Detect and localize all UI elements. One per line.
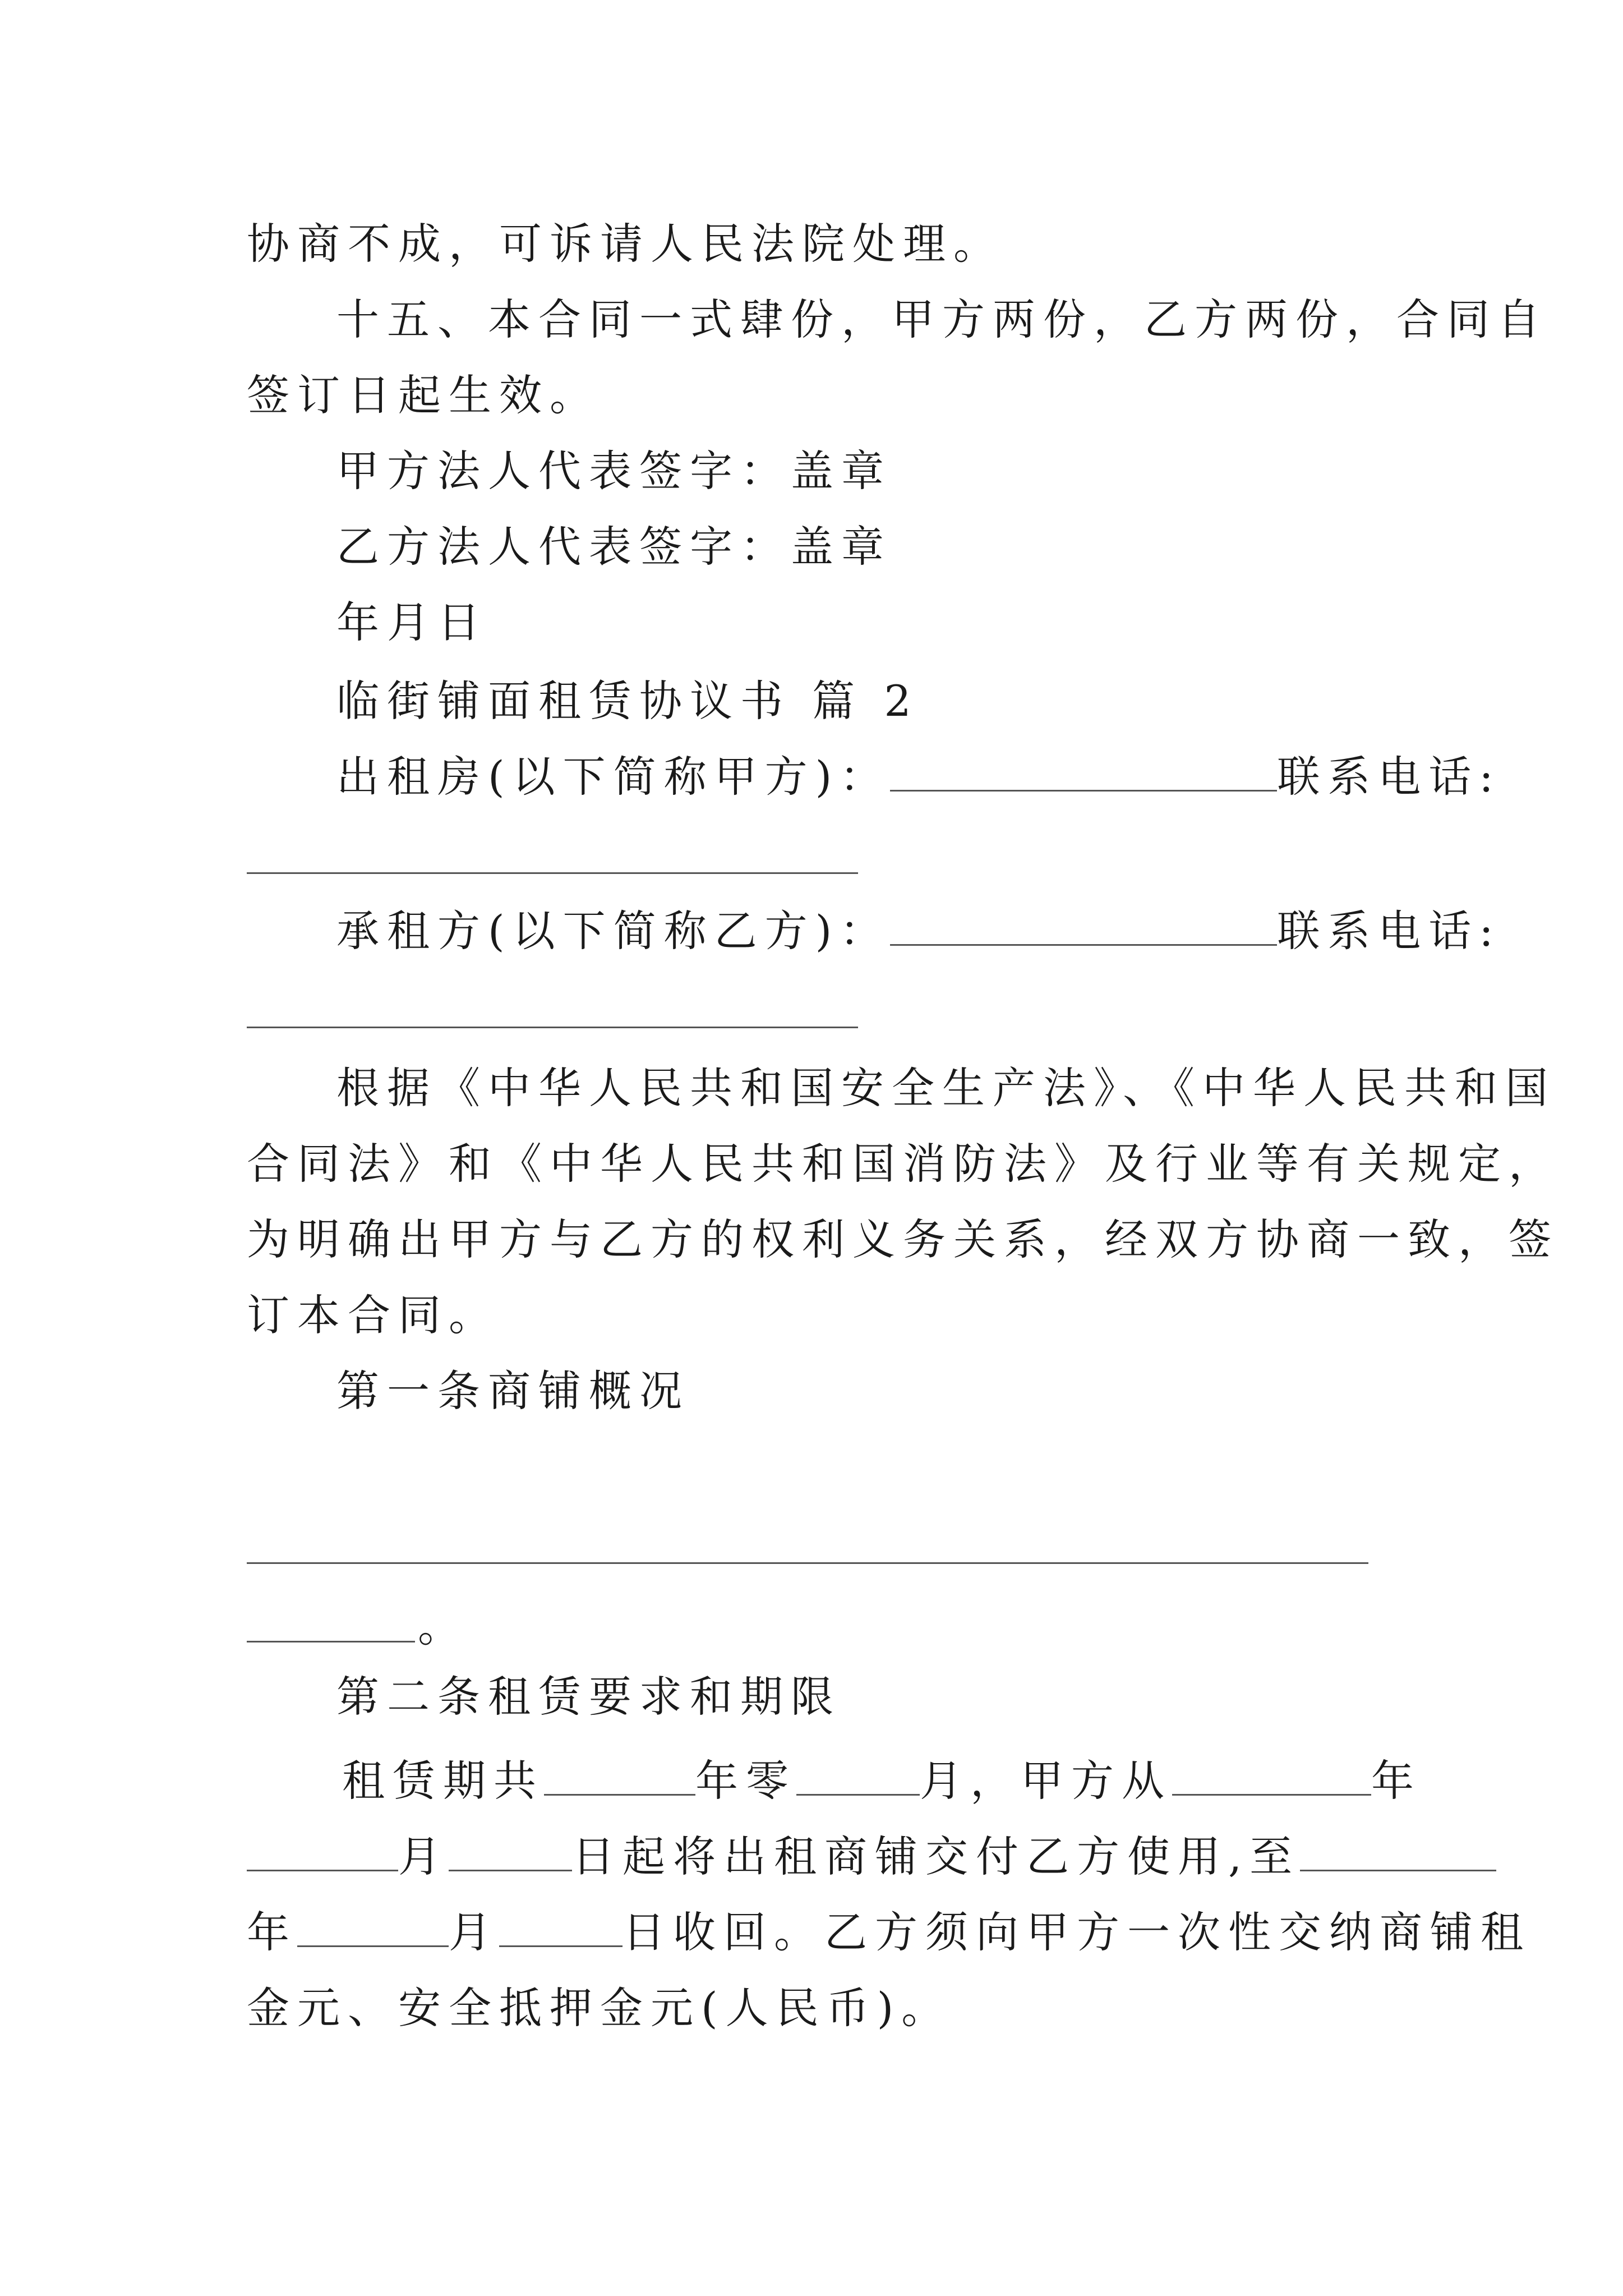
article-heading: 第二条租赁要求和期限 — [336, 1672, 841, 1722]
paragraph-line: 签订日起生效。 — [247, 370, 600, 420]
end-day-blank[interactable] — [499, 1906, 623, 1947]
start-day-blank[interactable] — [449, 1830, 572, 1871]
lessor-phone-blank[interactable] — [247, 872, 858, 874]
term-text: 租赁期共 — [342, 1756, 544, 1806]
term-text: 月，甲方从 — [920, 1756, 1172, 1806]
lessor-name-blank[interactable] — [890, 751, 1277, 792]
lessee-phone-label: 联系电话: — [1277, 906, 1501, 956]
term-line — [247, 1829, 1496, 1885]
paragraph-line: 金元、安全抵押金元(人民币)。 — [247, 1983, 952, 2033]
term-text: 日收回。乙方须向甲方一次性交纳商铺租 — [623, 1907, 1531, 1957]
lessor-label: 出租房(以下简称甲方)： — [336, 752, 891, 802]
term-text: 年零 — [695, 1756, 796, 1806]
shop-overview-blank[interactable] — [247, 1562, 1368, 1564]
term-line — [247, 1904, 1531, 1961]
term-line — [342, 1753, 1422, 1809]
sentence-end: 。 — [418, 1602, 468, 1651]
shop-overview-blank-cont[interactable] — [247, 1641, 415, 1642]
paragraph-line: 根据《中华人民共和国安全生产法》、《中华人民共和国 — [336, 1063, 1556, 1113]
paragraph-line: 订本合同。 — [247, 1290, 499, 1340]
term-years-blank[interactable] — [544, 1755, 695, 1796]
article-heading: 第一条商铺概况 — [336, 1366, 690, 1416]
term-text: 月 — [449, 1907, 499, 1957]
end-month-blank[interactable] — [297, 1906, 449, 1947]
lessee-phone-blank[interactable] — [247, 1027, 858, 1028]
lessee-label: 承租方(以下简称乙方)： — [336, 906, 891, 956]
section-title: 临街铺面租赁协议书 篇 2 — [336, 676, 919, 726]
signature-line-party-a: 甲方法人代表签字：盖章 — [336, 446, 892, 496]
term-text: 年 — [247, 1907, 297, 1957]
term-text: 日起将出租商铺交付乙方使用,至 — [572, 1832, 1301, 1881]
signature-line-party-b: 乙方法人代表签字：盖章 — [336, 522, 892, 572]
paragraph-line: 十五、本合同一式肆份，甲方两份，乙方两份，合同自 — [336, 295, 1548, 344]
start-year-blank[interactable] — [1172, 1755, 1371, 1796]
date-line: 年月日 — [336, 597, 488, 647]
paragraph-line: 为明确出甲方与乙方的权利义务关系，经双方协商一致，签 — [247, 1214, 1559, 1264]
term-months-blank[interactable] — [796, 1755, 920, 1796]
term-text: 年 — [1371, 1756, 1422, 1806]
lessee-name-blank[interactable] — [890, 905, 1277, 946]
paragraph-line: 协商不成，可诉请人民法院处理。 — [247, 219, 1004, 269]
end-year-blank[interactable] — [1300, 1830, 1496, 1871]
lessor-line — [336, 749, 1501, 805]
lessee-line — [336, 903, 1501, 959]
term-text: 月 — [398, 1832, 449, 1881]
start-month-blank[interactable] — [247, 1830, 398, 1871]
paragraph-line: 合同法》和《中华人民共和国消防法》及行业等有关规定， — [247, 1139, 1559, 1189]
lessor-phone-label: 联系电话: — [1277, 752, 1501, 802]
